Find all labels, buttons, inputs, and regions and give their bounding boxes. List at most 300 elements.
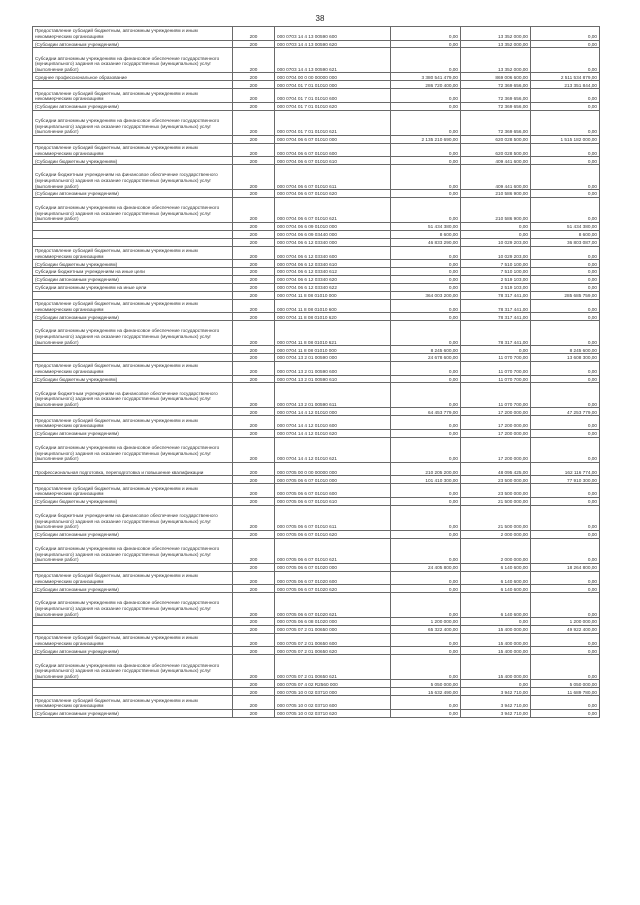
row-kbk-cell: 000 0705 07 2 01 00650 620	[275, 647, 391, 655]
row-name-cell: Предоставление субсидий бюджетным, автономным учреждениям и иным некоммерческим организациям	[33, 143, 233, 157]
row-executed-cell: 78 317 441,00	[461, 291, 531, 299]
row-name-cell: Предоставление субсидий бюджетным, автономным учреждениям и иным некоммерческим организациям	[33, 89, 233, 103]
table-row	[33, 276, 600, 284]
row-unexecuted-cell: 0,00	[531, 40, 600, 48]
row-executed-cell: 0,00	[461, 230, 531, 238]
row-executed-cell: 2 519 103,00	[461, 276, 531, 284]
row-executed-cell: 23 500 000,00	[461, 476, 531, 484]
row-unexecuted-cell: 0,00	[531, 362, 600, 376]
budget-execution-table	[32, 26, 600, 718]
row-unexecuted-cell: 0,00	[531, 27, 600, 41]
row-approved-cell: 286 720 400,00	[391, 81, 461, 89]
row-approved-cell: 0,00	[391, 102, 461, 110]
row-code-cell: 200	[233, 27, 275, 41]
table-row	[33, 375, 600, 383]
table-row	[33, 563, 600, 571]
table-row	[33, 497, 600, 505]
row-unexecuted-cell: 0,00	[531, 299, 600, 313]
table-row	[33, 505, 600, 530]
row-approved-cell: 24 678 600,00	[391, 354, 461, 362]
row-executed-cell: 72 369 656,00	[461, 89, 531, 103]
row-executed-cell: 620 028 500,00	[461, 135, 531, 143]
row-name-cell: (Субсидии автономным учреждениям)	[33, 585, 233, 593]
row-name-cell: Среднее профессиональное образование	[33, 73, 233, 81]
row-code-cell: 200	[233, 73, 275, 81]
table-row	[33, 538, 600, 563]
row-code-cell: 200	[233, 260, 275, 268]
row-name-cell	[33, 688, 233, 696]
row-name-cell	[33, 625, 233, 633]
row-approved-cell: 0,00	[391, 593, 461, 618]
row-code-cell: 200	[233, 110, 275, 135]
row-approved-cell: 46 833 290,00	[391, 238, 461, 246]
row-kbk-cell: 000 0705 06 6 07 01020 600	[275, 571, 391, 585]
row-kbk-cell: 000 0705 06 6 08 01020 000	[275, 618, 391, 626]
row-kbk-cell: 000 0703 14 4 13 00590 600	[275, 27, 391, 41]
row-unexecuted-cell: 1 200 000,00	[531, 618, 600, 626]
row-approved-cell: 15 632 490,00	[391, 688, 461, 696]
row-unexecuted-cell: 5 050 000,00	[531, 680, 600, 688]
row-executed-cell: 6 140 600,00	[461, 593, 531, 618]
row-executed-cell: 15 400 000,00	[461, 625, 531, 633]
row-code-cell: 200	[233, 618, 275, 626]
row-code-cell: 200	[233, 283, 275, 291]
row-executed-cell: 15 400 000,00	[461, 647, 531, 655]
row-executed-cell: 0,00	[461, 346, 531, 354]
row-unexecuted-cell: 0,00	[531, 530, 600, 538]
table-row	[33, 143, 600, 157]
table-row	[33, 73, 600, 81]
row-code-cell: 200	[233, 593, 275, 618]
row-unexecuted-cell: 0,00	[531, 647, 600, 655]
row-approved-cell: 51 434 380,00	[391, 223, 461, 231]
row-approved-cell: 24 405 800,00	[391, 563, 461, 571]
row-approved-cell: 101 410 300,00	[391, 476, 461, 484]
row-code-cell: 200	[233, 190, 275, 198]
row-unexecuted-cell: 77 910 300,00	[531, 476, 600, 484]
row-executed-cell: 10 029 203,00	[461, 238, 531, 246]
row-code-cell: 200	[233, 505, 275, 530]
row-approved-cell: 0,00	[391, 530, 461, 538]
row-executed-cell: 0,00	[461, 680, 531, 688]
row-code-cell: 200	[233, 354, 275, 362]
row-code-cell: 200	[233, 238, 275, 246]
row-unexecuted-cell: 162 116 774,00	[531, 462, 600, 476]
row-unexecuted-cell: 213 351 844,00	[531, 81, 600, 89]
row-unexecuted-cell: 0,00	[531, 571, 600, 585]
table-row	[33, 313, 600, 321]
row-executed-cell: 409 441 600,00	[461, 165, 531, 190]
row-name-cell: Субсидии автономным учреждениям на финансовое обеспечение государственного (муниципального) задания на оказание государственных (муниципальных) услуг (выполнение работ)	[33, 538, 233, 563]
row-code-cell: 200	[233, 625, 275, 633]
row-code-cell: 200	[233, 497, 275, 505]
row-kbk-cell: 000 0704 11 8 08 01010 620	[275, 313, 391, 321]
row-name-cell	[33, 346, 233, 354]
row-kbk-cell: 000 0705 06 6 07 01020 000	[275, 563, 391, 571]
row-unexecuted-cell: 0,00	[531, 633, 600, 647]
row-executed-cell: 6 140 600,00	[461, 585, 531, 593]
row-kbk-cell: 000 0705 06 6 07 01020 621	[275, 593, 391, 618]
row-code-cell: 200	[233, 135, 275, 143]
row-approved-cell: 0,00	[391, 313, 461, 321]
row-kbk-cell: 000 0705 07 2 01 00650 621	[275, 655, 391, 680]
row-kbk-cell: 000 0704 14 4 12 01010 000	[275, 408, 391, 416]
row-executed-cell: 7 510 100,00	[461, 268, 531, 276]
table-row	[33, 346, 600, 354]
row-unexecuted-cell: 13 608 300,00	[531, 354, 600, 362]
row-unexecuted-cell: 47 253 779,00	[531, 408, 600, 416]
row-kbk-cell: 000 0704 11 8 08 01010 621	[275, 321, 391, 346]
row-kbk-cell: 000 0705 06 6 07 01010 620	[275, 530, 391, 538]
row-code-cell: 200	[233, 143, 275, 157]
row-kbk-cell: 000 0704 11 8 08 01010 000	[275, 346, 391, 354]
row-unexecuted-cell: 1 515 182 000,00	[531, 135, 600, 143]
row-name-cell: Субсидии автономным учреждениям на финансовое обеспечение государственного (муниципального) задания на оказание государственных (муниципальных) услуг (выполнение работ)	[33, 321, 233, 346]
table-row	[33, 476, 600, 484]
row-code-cell: 200	[233, 709, 275, 717]
row-code-cell: 200	[233, 484, 275, 498]
row-executed-cell: 13 352 000,00	[461, 48, 531, 73]
table-row	[33, 246, 600, 260]
row-executed-cell: 15 400 000,00	[461, 655, 531, 680]
row-name-cell: (Субсидии автономным учреждениям)	[33, 276, 233, 284]
row-executed-cell: 0,00	[461, 223, 531, 231]
row-approved-cell: 0,00	[391, 709, 461, 717]
table-row	[33, 89, 600, 103]
table-row	[33, 655, 600, 680]
row-unexecuted-cell: 0,00	[531, 484, 600, 498]
row-code-cell: 200	[233, 688, 275, 696]
row-executed-cell: 10 029 203,00	[461, 246, 531, 260]
row-name-cell: Предоставление субсидий бюджетным, автономным учреждениям и иным некоммерческим организациям	[33, 416, 233, 430]
row-executed-cell: 21 500 000,00	[461, 497, 531, 505]
row-unexecuted-cell: 0,00	[531, 48, 600, 73]
row-approved-cell: 0,00	[391, 165, 461, 190]
row-approved-cell: 210 205 200,00	[391, 462, 461, 476]
row-code-cell: 200	[233, 647, 275, 655]
table-row	[33, 110, 600, 135]
row-kbk-cell: 000 0704 06 6 12 03340 000	[275, 238, 391, 246]
row-executed-cell: 21 500 000,00	[461, 505, 531, 530]
row-code-cell: 200	[233, 416, 275, 430]
row-executed-cell: 11 070 700,00	[461, 362, 531, 376]
row-unexecuted-cell: 0,00	[531, 313, 600, 321]
row-kbk-cell: 000 0705 06 6 07 01010 610	[275, 497, 391, 505]
row-unexecuted-cell: 36 803 087,00	[531, 238, 600, 246]
row-executed-cell: 17 200 000,00	[461, 437, 531, 462]
row-executed-cell: 78 317 441,00	[461, 299, 531, 313]
row-kbk-cell: 000 0705 06 6 07 01010 000	[275, 476, 391, 484]
row-kbk-cell: 000 0705 06 6 07 01020 620	[275, 585, 391, 593]
row-kbk-cell: 000 0704 01 7 01 01010 000	[275, 81, 391, 89]
row-name-cell: (Субсидии автономным учреждениям)	[33, 647, 233, 655]
row-code-cell: 200	[233, 408, 275, 416]
row-name-cell	[33, 230, 233, 238]
table-row	[33, 647, 600, 655]
row-kbk-cell: 000 0704 06 6 12 03340 612	[275, 268, 391, 276]
row-unexecuted-cell: 0,00	[531, 268, 600, 276]
row-unexecuted-cell: 2 511 534 879,00	[531, 73, 600, 81]
row-code-cell: 200	[233, 198, 275, 223]
row-code-cell: 200	[233, 268, 275, 276]
row-kbk-cell: 000 0704 13 2 01 00590 600	[275, 362, 391, 376]
row-executed-cell: 11 070 700,00	[461, 354, 531, 362]
row-executed-cell: 869 006 600,00	[461, 73, 531, 81]
row-kbk-cell: 000 0704 06 6 12 03340 620	[275, 276, 391, 284]
row-kbk-cell: 000 0704 14 4 12 01010 621	[275, 437, 391, 462]
row-approved-cell: 1 200 000,00	[391, 618, 461, 626]
row-name-cell: Субсидии автономным учреждениям на финансовое обеспечение государственного (муниципального) задания на оказание государственных (муниципальных) услуг (выполнение работ)	[33, 110, 233, 135]
row-code-cell: 200	[233, 291, 275, 299]
row-executed-cell: 620 028 500,00	[461, 143, 531, 157]
row-kbk-cell: 000 0704 13 2 01 00590 610	[275, 375, 391, 383]
row-name-cell: Субсидии бюджетным учреждениям на финансовое обеспечение государственного (муниципального) задания на оказание государственных (муниципальных) услуг (выполнение работ)	[33, 383, 233, 408]
table-row	[33, 165, 600, 190]
row-approved-cell: 0,00	[391, 268, 461, 276]
row-name-cell: (Субсидии бюджетным учреждениям)	[33, 260, 233, 268]
row-kbk-cell: 000 0704 14 4 12 01010 620	[275, 429, 391, 437]
row-unexecuted-cell: 0,00	[531, 276, 600, 284]
row-unexecuted-cell: 8 600,00	[531, 230, 600, 238]
row-code-cell: 200	[233, 530, 275, 538]
row-approved-cell: 0,00	[391, 362, 461, 376]
row-approved-cell: 0,00	[391, 538, 461, 563]
table-row	[33, 585, 600, 593]
row-name-cell: (Субсидии автономным учреждениям)	[33, 709, 233, 717]
row-executed-cell: 2 000 000,00	[461, 538, 531, 563]
row-code-cell: 200	[233, 655, 275, 680]
table-row	[33, 696, 600, 710]
row-code-cell: 200	[233, 375, 275, 383]
row-name-cell: Субсидии бюджетным учреждениям на финансовое обеспечение государственного (муниципального) задания на оказание государственных (муниципальных) услуг (выполнение работ)	[33, 165, 233, 190]
row-name-cell: (Субсидии автономным учреждениям)	[33, 313, 233, 321]
row-kbk-cell: 000 0705 06 6 07 01010 611	[275, 505, 391, 530]
row-name-cell: (Субсидии бюджетным учреждениям)	[33, 375, 233, 383]
row-code-cell: 200	[233, 48, 275, 73]
row-kbk-cell: 000 0704 06 6 09 01010 000	[275, 223, 391, 231]
row-kbk-cell: 000 0704 06 6 07 01010 620	[275, 190, 391, 198]
table-row	[33, 238, 600, 246]
row-code-cell: 200	[233, 462, 275, 476]
row-executed-cell: 72 369 656,00	[461, 81, 531, 89]
row-executed-cell: 210 586 900,00	[461, 190, 531, 198]
row-approved-cell: 3 380 541 479,00	[391, 73, 461, 81]
row-unexecuted-cell: 0,00	[531, 246, 600, 260]
table-row	[33, 618, 600, 626]
table-row	[33, 48, 600, 73]
row-code-cell: 200	[233, 102, 275, 110]
row-name-cell: Субсидии автономным учреждениям на иные цели	[33, 283, 233, 291]
row-approved-cell: 0,00	[391, 655, 461, 680]
row-unexecuted-cell: 0,00	[531, 383, 600, 408]
table-row	[33, 625, 600, 633]
row-name-cell: Субсидии автономным учреждениям на финансовое обеспечение государственного (муниципального) задания на оказание государственных (муниципальных) услуг (выполнение работ)	[33, 593, 233, 618]
row-kbk-cell: 000 0705 06 6 07 01010 621	[275, 538, 391, 563]
row-kbk-cell: 000 0705 07 2 01 00650 600	[275, 633, 391, 647]
row-approved-cell: 0,00	[391, 484, 461, 498]
row-name-cell: Предоставление субсидий бюджетным, автономным учреждениям и иным некоммерческим организациям	[33, 696, 233, 710]
row-code-cell: 200	[233, 429, 275, 437]
row-approved-cell: 0,00	[391, 429, 461, 437]
row-code-cell: 200	[233, 223, 275, 231]
row-kbk-cell: 000 0704 06 6 12 03340 610	[275, 260, 391, 268]
row-kbk-cell: 000 0705 07 2 01 00650 000	[275, 625, 391, 633]
row-executed-cell: 13 352 000,00	[461, 40, 531, 48]
row-name-cell: Предоставление субсидий бюджетным, автономным учреждениям и иным некоммерческим организациям	[33, 362, 233, 376]
row-unexecuted-cell: 0,00	[531, 437, 600, 462]
row-executed-cell: 7 510 100,00	[461, 260, 531, 268]
row-unexecuted-cell: 0,00	[531, 110, 600, 135]
row-executed-cell: 23 500 000,00	[461, 484, 531, 498]
row-name-cell: Предоставление субсидий бюджетным, автономным учреждениям и иным некоммерческим организациям	[33, 27, 233, 41]
row-name-cell: Профессиональная подготовка, переподготовка и повышение квалификации	[33, 462, 233, 476]
table-row	[33, 102, 600, 110]
row-approved-cell: 65 322 400,00	[391, 625, 461, 633]
row-name-cell: (Субсидии автономным учреждениям)	[33, 102, 233, 110]
row-kbk-cell: 000 0704 06 6 09 03440 000	[275, 230, 391, 238]
row-executed-cell: 6 140 600,00	[461, 563, 531, 571]
row-code-cell: 200	[233, 538, 275, 563]
row-unexecuted-cell: 0,00	[531, 505, 600, 530]
row-unexecuted-cell: 8 245 600,00	[531, 346, 600, 354]
row-unexecuted-cell: 0,00	[531, 102, 600, 110]
row-name-cell	[33, 680, 233, 688]
row-name-cell: (Субсидии автономным учреждениям)	[33, 190, 233, 198]
row-executed-cell: 48 095 425,00	[461, 462, 531, 476]
table-row	[33, 198, 600, 223]
row-kbk-cell: 000 0704 01 7 01 01010 600	[275, 89, 391, 103]
table-row	[33, 321, 600, 346]
row-approved-cell: 0,00	[391, 276, 461, 284]
row-executed-cell: 409 441 600,00	[461, 157, 531, 165]
row-code-cell: 200	[233, 571, 275, 585]
row-kbk-cell: 000 0704 06 6 07 01010 621	[275, 198, 391, 223]
row-code-cell: 200	[233, 585, 275, 593]
row-kbk-cell: 000 0704 14 4 12 01010 600	[275, 416, 391, 430]
table-row	[33, 530, 600, 538]
table-row	[33, 429, 600, 437]
row-name-cell: Предоставление субсидий бюджетным, автономным учреждениям и иным некоммерческим организациям	[33, 633, 233, 647]
row-unexecuted-cell: 285 685 759,00	[531, 291, 600, 299]
row-kbk-cell: 000 0704 06 6 12 03340 622	[275, 283, 391, 291]
row-executed-cell: 17 200 000,00	[461, 408, 531, 416]
row-approved-cell: 5 050 000,00	[391, 680, 461, 688]
row-name-cell	[33, 408, 233, 416]
row-approved-cell: 0,00	[391, 299, 461, 313]
row-name-cell: Субсидии автономным учреждениям на финансовое обеспечение государственного (муниципального) задания на оказание государственных (муниципальных) услуг (выполнение работ)	[33, 198, 233, 223]
row-executed-cell: 11 070 700,00	[461, 383, 531, 408]
row-kbk-cell: 000 0704 11 8 08 01010 600	[275, 299, 391, 313]
row-approved-cell: 0,00	[391, 89, 461, 103]
table-row	[33, 283, 600, 291]
row-code-cell: 200	[233, 383, 275, 408]
row-approved-cell: 0,00	[391, 696, 461, 710]
table-row	[33, 354, 600, 362]
row-approved-cell: 0,00	[391, 585, 461, 593]
row-code-cell: 200	[233, 362, 275, 376]
row-name-cell: Субсидии бюджетным учреждениям на иные цели	[33, 268, 233, 276]
row-name-cell	[33, 563, 233, 571]
row-approved-cell: 0,00	[391, 416, 461, 430]
row-code-cell: 200	[233, 89, 275, 103]
row-unexecuted-cell: 0,00	[531, 696, 600, 710]
row-unexecuted-cell: 0,00	[531, 538, 600, 563]
row-kbk-cell: 000 0703 14 4 13 00590 620	[275, 40, 391, 48]
table-row	[33, 260, 600, 268]
row-kbk-cell: 000 0705 00 0 00 00000 000	[275, 462, 391, 476]
row-executed-cell: 11 070 700,00	[461, 375, 531, 383]
row-kbk-cell: 000 0704 01 7 01 01010 620	[275, 102, 391, 110]
row-approved-cell: 0,00	[391, 571, 461, 585]
row-code-cell: 200	[233, 81, 275, 89]
row-unexecuted-cell: 0,00	[531, 429, 600, 437]
row-name-cell	[33, 223, 233, 231]
row-name-cell: Предоставление субсидий бюджетным, автономным учреждениям и иным некоммерческим организациям	[33, 484, 233, 498]
row-unexecuted-cell: 49 922 400,00	[531, 625, 600, 633]
row-approved-cell: 0,00	[391, 246, 461, 260]
table-row	[33, 223, 600, 231]
table-row	[33, 484, 600, 498]
table-row	[33, 462, 600, 476]
table-row	[33, 571, 600, 585]
row-kbk-cell: 000 0704 13 2 01 00590 611	[275, 383, 391, 408]
row-executed-cell: 15 400 000,00	[461, 633, 531, 647]
table-row	[33, 362, 600, 376]
row-name-cell: Предоставление субсидий бюджетным, автономным учреждениям и иным некоммерческим организациям	[33, 246, 233, 260]
row-approved-cell: 364 003 200,00	[391, 291, 461, 299]
row-name-cell: Субсидии бюджетным учреждениям на финансовое обеспечение государственного (муниципального) задания на оказание государственных (муниципальных) услуг (выполнение работ)	[33, 505, 233, 530]
row-executed-cell: 78 317 441,00	[461, 321, 531, 346]
row-approved-cell: 0,00	[391, 40, 461, 48]
page-number: 38	[315, 14, 325, 23]
table-row	[33, 416, 600, 430]
row-unexecuted-cell: 0,00	[531, 375, 600, 383]
row-name-cell: (Субсидии бюджетным учреждениям)	[33, 497, 233, 505]
row-code-cell: 200	[233, 563, 275, 571]
row-unexecuted-cell: 0,00	[531, 198, 600, 223]
table-row	[33, 383, 600, 408]
row-executed-cell: 3 942 710,00	[461, 688, 531, 696]
row-code-cell: 200	[233, 230, 275, 238]
row-name-cell: Субсидии автономным учреждениям на финансовое обеспечение государственного (муниципального) задания на оказание государственных (муниципальных) услуг (выполнение работ)	[33, 437, 233, 462]
row-kbk-cell: 000 0704 06 6 12 03340 600	[275, 246, 391, 260]
table-row	[33, 291, 600, 299]
row-code-cell: 200	[233, 299, 275, 313]
row-executed-cell: 2 519 103,00	[461, 283, 531, 291]
row-kbk-cell: 000 0704 00 0 00 00000 000	[275, 73, 391, 81]
row-executed-cell: 0,00	[461, 618, 531, 626]
row-code-cell: 200	[233, 40, 275, 48]
table-row	[33, 633, 600, 647]
row-approved-cell: 0,00	[391, 110, 461, 135]
row-unexecuted-cell: 0,00	[531, 283, 600, 291]
row-approved-cell: 0,00	[391, 27, 461, 41]
row-approved-cell: 0,00	[391, 375, 461, 383]
row-executed-cell: 17 200 000,00	[461, 416, 531, 430]
row-name-cell: (Субсидии бюджетным учреждениям)	[33, 157, 233, 165]
row-executed-cell: 6 140 600,00	[461, 571, 531, 585]
row-kbk-cell: 000 0704 01 7 01 01010 621	[275, 110, 391, 135]
row-unexecuted-cell: 0,00	[531, 321, 600, 346]
row-name-cell	[33, 476, 233, 484]
row-name-cell: Предоставление субсидий бюджетным, автономным учреждениям и иным некоммерческим организациям	[33, 571, 233, 585]
row-code-cell: 200	[233, 437, 275, 462]
row-unexecuted-cell: 0,00	[531, 165, 600, 190]
row-name-cell	[33, 618, 233, 626]
row-executed-cell: 3 942 710,00	[461, 709, 531, 717]
row-unexecuted-cell: 0,00	[531, 416, 600, 430]
row-kbk-cell: 000 0704 06 6 07 01010 610	[275, 157, 391, 165]
